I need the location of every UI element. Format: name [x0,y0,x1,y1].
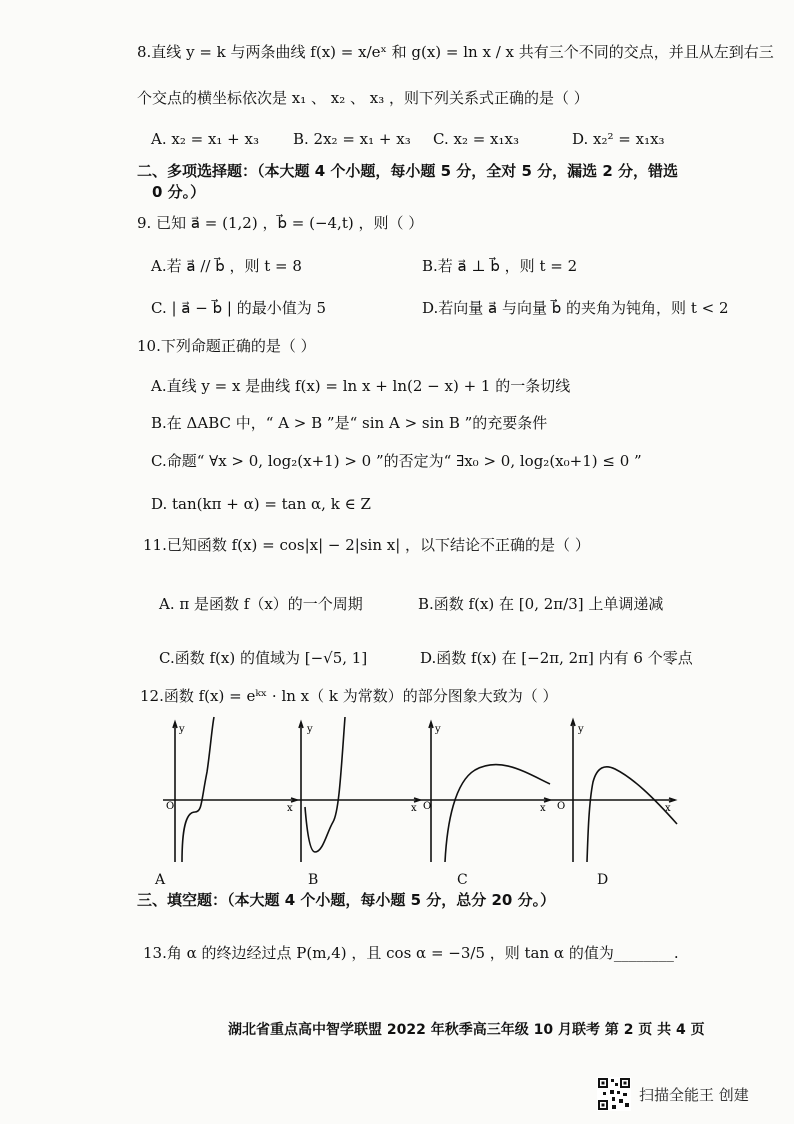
section2-title-line2: 0 分。） [152,183,206,201]
q10-stem: 10.下列命题正确的是（ ） [137,337,316,355]
q13-text: 13.角 α 的终边经过点 P(m,4) ，且 cos α = −3/5 ，则 tan α 的值为________. [143,944,679,962]
graph-d-origin: O [557,801,566,812]
graph-c-y-label: y [435,724,441,735]
section3-title: 三、填空题：（本大题 4 个小题，每小题 5 分，总分 20 分。） [137,891,556,909]
q12-stem: 12.函数 f(x) = eᵏˣ · ln x（ k 为常数）的部分图象大致为（ ） [140,687,558,705]
graph-c [420,722,550,862]
q9-option-a: A.若 a⃗ // b⃗ ，则 t = 8 [151,257,302,275]
q8-option-b: B. 2x₂ = x₁ + x₃ [293,130,411,148]
graph-c-origin: O [423,801,432,812]
scanner-credit: 扫描全能王 创建 [639,1085,749,1104]
graph-d [550,720,677,862]
graph-b-y-label: y [307,724,313,735]
q8-option-d: D. x₂² = x₁x₃ [572,130,665,148]
q10-option-b: B.在 ΔABC 中，“ A > B ”是“ sin A > sin B ”的充要条件 [151,414,548,432]
graph-d-y-label: y [578,724,584,735]
q9-option-c: C. | a⃗ − b⃗ | 的最小值为 5 [151,299,327,317]
q11-stem: 11.已知函数 f(x) = cos|x| − 2|sin x| ，以下结论不正确的是（ ） [143,536,590,554]
q10-option-d: D. tan(kπ + α) = tan α, k ∈ Z [151,495,371,513]
q9-stem: 9. 已知 a⃗ = (1,2) ，b⃗ = (−4,t) ，则（ ） [137,214,424,232]
graph-label-b: B [308,872,319,888]
page-footer: 湖北省重点高中智学联盟 2022 年秋季高三年级 10 月联考 第 2 页 共 4 页 [228,1022,705,1038]
graph-a [163,717,297,862]
q9-option-d: D.若向量 a⃗ 与向量 b⃗ 的夹角为钝角，则 t < 2 [422,299,729,317]
q8-option-a: A. x₂ = x₁ + x₃ [151,130,259,148]
graph-label-c: C [457,872,468,888]
q12-graph-figure [155,712,695,872]
q11-option-a: A. π 是函数 f（x）的一个周期 [159,595,363,613]
q8-line1: 8.直线 y = k 与两条曲线 f(x) = x/eˣ 和 g(x) = ln x / x 共有三个不同的交点，并且从左到右三 [137,43,774,61]
q11-option-b: B.函数 f(x) 在 [0, 2π/3] 上单调递减 [418,595,664,613]
q10-option-c: C.命题“ ∀x > 0, log₂(x+1) > 0 ”的否定为“ ∃x₀ > 0, log₂(x₀+1) ≤ 0 ” [151,452,642,470]
q11-option-d: D.函数 f(x) 在 [−2π, 2π] 内有 6 个零点 [420,649,693,667]
graph-label-a: A [155,872,166,888]
graph-a-x-label: x [287,803,293,814]
section2-title-line1: 二、多项选择题：（本大题 4 个小题，每小题 5 分，全对 5 分，漏选 2 分，错选 [137,162,679,180]
graph-b-x-label: x [411,803,417,814]
q9-option-b: B.若 a⃗ ⊥ b⃗ ，则 t = 2 [422,257,578,275]
q11-option-c: C.函数 f(x) 的值域为 [−√5, 1] [159,649,368,667]
q8-option-c: C. x₂ = x₁x₃ [433,130,520,148]
graph-a-origin: O [166,801,175,812]
graph-label-d: D [597,872,609,888]
graph-a-y-label: y [179,724,185,735]
graph-c-x-label: x [540,803,546,814]
graph-d-x-label: x [665,803,671,814]
qr-code-icon [597,1077,631,1111]
q10-option-a: A.直线 y = x 是曲线 f(x) = ln x + ln(2 − x) + 1 的一条切线 [151,377,571,395]
graph-b [295,717,420,862]
q12-graphs [155,712,695,888]
scanner-watermark [597,1077,749,1111]
q8-line2: 个交点的横坐标依次是 x₁ 、 x₂ 、 x₃ ，则下列关系式正确的是（ ） [137,89,589,107]
